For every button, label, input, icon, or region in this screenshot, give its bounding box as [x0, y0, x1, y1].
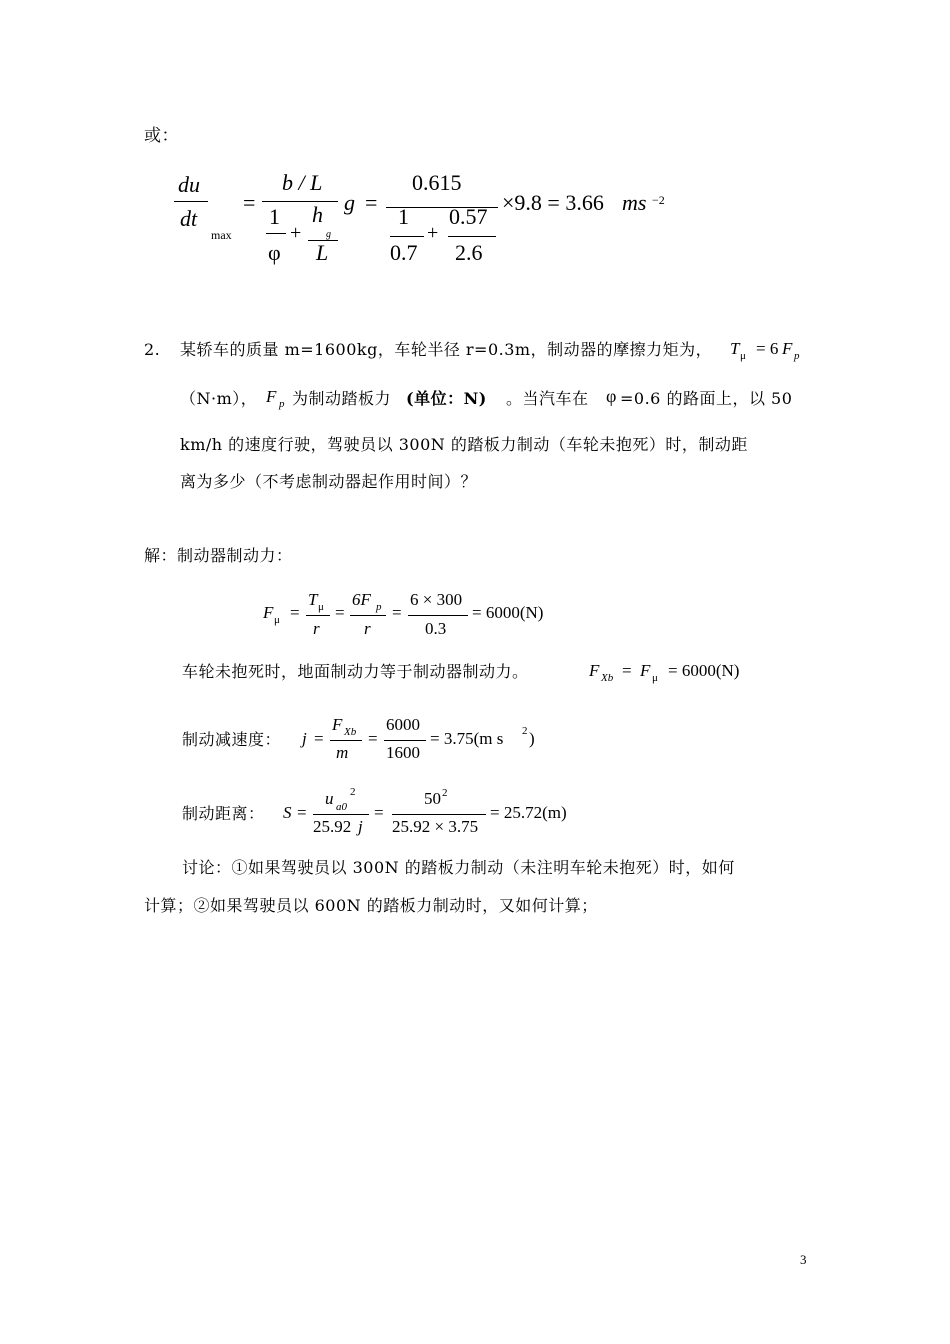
- or-label: 或：: [144, 126, 179, 146]
- page-number: 3: [800, 1252, 807, 1267]
- e3-num: 6000: [386, 715, 420, 734]
- e3-bar1: [330, 740, 362, 741]
- problem-number: 2.: [144, 340, 161, 359]
- e1-bar3: [408, 615, 468, 616]
- e1-eq3: =: [392, 603, 402, 622]
- e4-num: 50: [424, 789, 441, 808]
- e1-r2: r: [364, 619, 371, 638]
- decel-label: 制动减速度：: [182, 730, 282, 749]
- e4-sq2: 2: [442, 787, 448, 799]
- p-eq6: = 6: [756, 339, 779, 358]
- problem-line1: 某轿车的质量 m=1600kg，车轮半径 r=0.3m，制动器的摩擦力矩为，: [180, 340, 713, 359]
- f1-g: g: [344, 190, 355, 215]
- discussion-line2: 计算；②如果驾驶员以 600N 的踏板力制动时，又如何计算；: [144, 896, 598, 915]
- p-F: F: [782, 339, 793, 358]
- e1-den: 0.3: [425, 619, 447, 638]
- e4-den1: 25.92: [313, 817, 352, 836]
- f1-exp: −2: [652, 193, 665, 207]
- e4-den2: 25.92 × 3.75: [392, 817, 479, 836]
- p2-phi: φ: [606, 386, 617, 406]
- e1-bar1: [306, 615, 330, 616]
- e3-m: m: [336, 743, 349, 762]
- e3-eq: =: [314, 729, 324, 748]
- ground-force-text: 车轮未抱死时，地面制动力等于制动器制动力。: [182, 662, 529, 681]
- f1-one2: 1: [398, 204, 409, 229]
- e2-F2: F: [640, 661, 651, 680]
- e1-bar2: [350, 615, 386, 616]
- problem-line4: 离为多少（不考虑制动器起作用时间）？: [180, 472, 478, 491]
- f1-bar7: [448, 236, 496, 237]
- e2-mu: μ: [652, 672, 658, 684]
- f1-max: max: [211, 228, 232, 242]
- e4-bar2: [392, 814, 486, 815]
- f1-07: 0.7: [390, 240, 418, 265]
- e2-F: F: [589, 661, 600, 680]
- e3-result: = 3.75(m s: [430, 729, 504, 748]
- f1-eq: =: [243, 190, 256, 215]
- e1-T: T: [308, 590, 318, 609]
- p-p: p: [794, 350, 800, 362]
- f1-du: du: [178, 172, 200, 197]
- e3-den: 1600: [386, 743, 420, 762]
- f1-dt: dt: [180, 206, 198, 231]
- e2-eq: =: [622, 661, 632, 680]
- f1-plus2: +: [427, 222, 439, 244]
- e4-S: S: [283, 803, 292, 822]
- problem-line3: km/h 的速度行驶，驾驶员以 300N 的踏板力制动（车轮未抱死）时，制动距: [180, 435, 748, 454]
- dist-label: 制动距离：: [182, 804, 265, 823]
- e3-bar2: [384, 740, 426, 741]
- f1-num: 0.615: [412, 170, 462, 195]
- f1-bL: b / L: [282, 170, 323, 195]
- discussion-line1: 讨论：①如果驾驶员以 300N 的踏板力制动（未注明车轮未抱死）时，如何: [182, 858, 735, 877]
- f1-L: L: [316, 240, 329, 265]
- f1-bar2: [262, 201, 338, 202]
- e1-mu2: μ: [318, 601, 324, 613]
- f1-h: h: [312, 202, 323, 227]
- e1-result: = 6000(N): [472, 603, 544, 622]
- e1-eq: =: [290, 603, 300, 622]
- e4-result: = 25.72(m): [490, 803, 567, 822]
- problem-line2-prefix: （N·m），: [180, 389, 258, 408]
- p-mu: μ: [740, 350, 746, 362]
- f1-eq2: =: [365, 190, 378, 215]
- problem-line2-after: 。当汽车在: [506, 389, 589, 408]
- e3-eq2: =: [368, 729, 378, 748]
- e4-u: u: [325, 789, 334, 808]
- e2-Xb: Xb: [601, 672, 614, 684]
- problem-line2-end: =0.6 的路面上，以 50: [620, 389, 793, 408]
- problem-line2-mid: 为制动踏板力: [292, 389, 392, 408]
- f1-057: 0.57: [449, 204, 488, 229]
- e4-eq: =: [297, 803, 307, 822]
- f1-bar3: [266, 233, 286, 234]
- e3-j: j: [302, 729, 307, 748]
- e1-p: p: [376, 601, 382, 613]
- f1-26: 2.6: [455, 240, 483, 265]
- e1-num: 6 × 300: [410, 590, 463, 609]
- e3-F: F: [332, 715, 343, 734]
- f1-bar1: [174, 201, 208, 202]
- f1-gsmall: g: [326, 229, 331, 240]
- e3-Xb: Xb: [344, 726, 357, 738]
- f1-one: 1: [269, 204, 280, 229]
- e4-sq: 2: [350, 786, 356, 798]
- p-T: T: [730, 339, 740, 358]
- e1-mu: μ: [274, 614, 280, 626]
- e4-a0: a0: [336, 801, 347, 813]
- p2-p: p: [279, 398, 285, 410]
- problem-line2-unit: (单位：N): [406, 389, 487, 408]
- p2-F: F: [266, 387, 277, 406]
- f1-bar6: [390, 236, 424, 237]
- f1-phi: φ: [268, 240, 281, 265]
- e1-sixF: 6F: [352, 590, 371, 609]
- e2-result: = 6000(N): [668, 661, 740, 680]
- f1-ms: ms: [622, 190, 647, 215]
- e4-eq2: =: [374, 803, 384, 822]
- e1-F: F: [263, 603, 274, 622]
- e3-sq: 2: [522, 725, 528, 737]
- f1-plus: +: [290, 222, 302, 244]
- solution-heading: 解：制动器制动力：: [144, 546, 293, 565]
- e1-eq2: =: [335, 603, 345, 622]
- f1-tail: ×9.8 = 3.66: [502, 190, 604, 215]
- e4-bar1: [313, 814, 369, 815]
- e3-close: ): [529, 729, 535, 748]
- e4-j: j: [358, 817, 363, 836]
- e1-r: r: [313, 619, 320, 638]
